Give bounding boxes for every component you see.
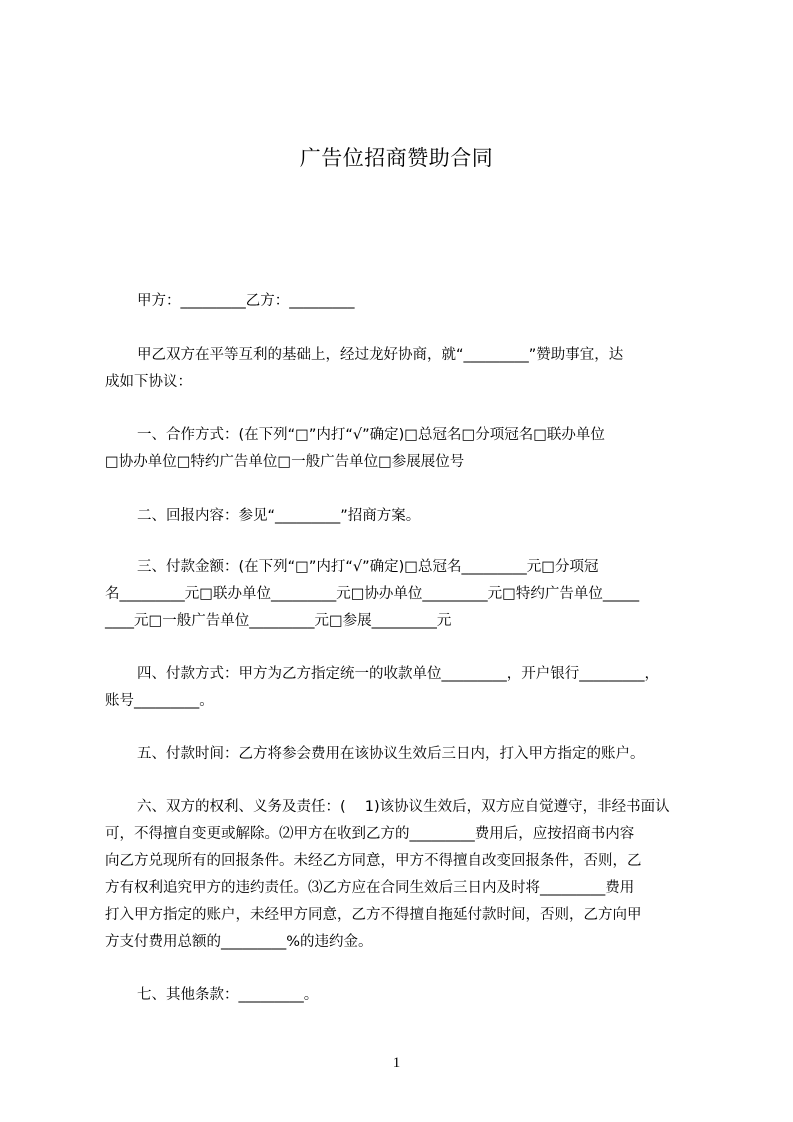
clause6-line-2: 可，不得擅自变更或解除。⑵甲方在收到乙方的_________费用后，应按招商书内容 bbox=[105, 826, 635, 842]
clause7-line: 七、其他条款：_________。 bbox=[137, 987, 319, 1003]
clause1-line-1: 一、合作方式：(在下列“□”内打“√”确定)□总冠名□分项冠名□联办单位 bbox=[137, 427, 605, 443]
clause3-line-1: 三、付款金额：(在下列“□”内打“√”确定)□总冠名_________元□分项冠 bbox=[137, 559, 599, 575]
clause2-line: 二、回报内容：参见“_________”招商方案。 bbox=[137, 508, 421, 524]
clause5-line: 五、付款时间：乙方将参会费用在该协议生效后三日内，打入甲方指定的账户。 bbox=[137, 746, 645, 762]
intro-line-1: 甲乙双方在平等互利的基础上，经过龙好协商，就“_________”赞助事宜，达 bbox=[137, 347, 624, 363]
clause6-line-4: 方有权利追究甲方的违约责任。⑶乙方应在合同生效后三日内及时将_________费用 bbox=[105, 880, 635, 896]
parties-line: 甲方：_________乙方：_________ bbox=[137, 293, 355, 309]
clause1-line-2: □协办单位□特约广告单位□一般广告单位□参展展位号 bbox=[105, 454, 465, 470]
document-title: 广告位招商赞助合同 bbox=[299, 146, 494, 170]
clause4-line-2: 账号_________。 bbox=[105, 693, 214, 709]
clause6-line-6: 方支付费用总额的_________%的违约金。 bbox=[105, 934, 373, 950]
clause6-line-5: 打入甲方指定的账户，未经甲方同意，乙方不得擅自拖延付款时间，否则，乙方向甲 bbox=[105, 907, 642, 923]
clause4-line-1: 四、付款方式：甲方为乙方指定统一的收款单位_________，开户银行_________， bbox=[137, 666, 659, 682]
page-number: 1 bbox=[392, 1055, 401, 1071]
intro-line-2: 成如下协议： bbox=[105, 374, 192, 390]
clause6-line-3: 向乙方兑现所有的回报条件。未经乙方同意，甲方不得擅自改变回报条件，否则，乙 bbox=[105, 853, 642, 869]
clause3-line-2: 名_________元□联办单位_________元□协办单位_________元□特约广告单位_____ bbox=[105, 586, 640, 602]
clause3-line-3: ____元□一般广告单位_________元□参展_________元 bbox=[105, 613, 452, 629]
clause6-line-1: 六、双方的权利、义务及责任：( 1)该协议生效后，双方应自觉遵守，非经书面认 bbox=[137, 799, 670, 815]
